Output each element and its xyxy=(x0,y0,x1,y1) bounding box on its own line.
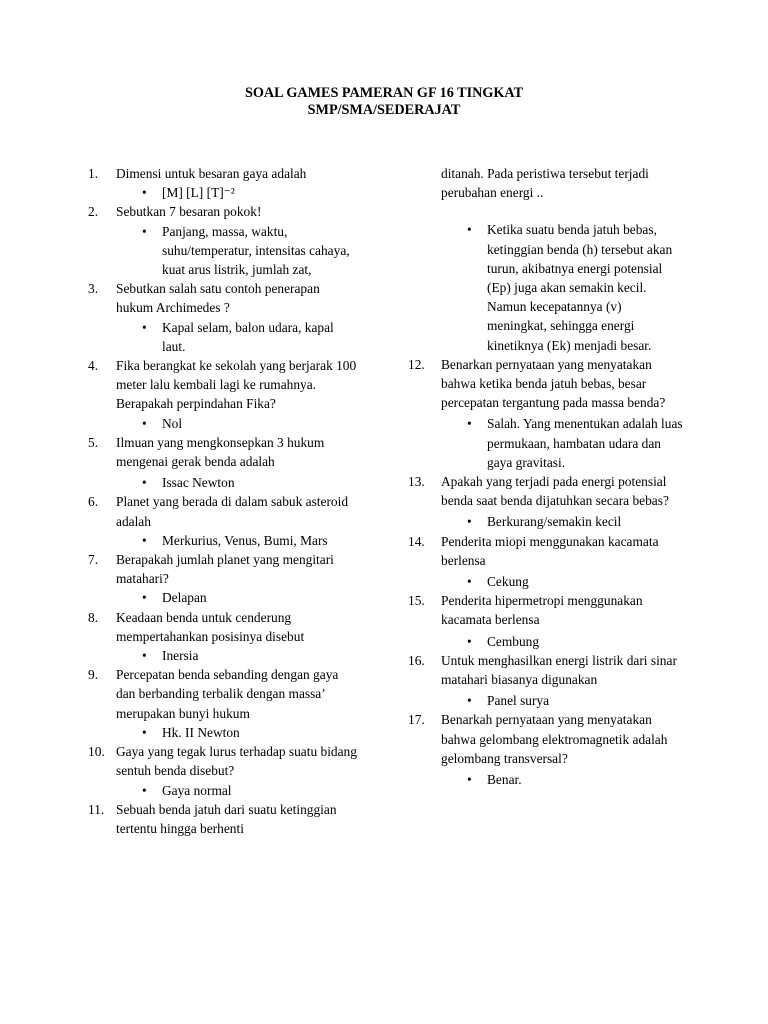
question-number: 2. xyxy=(88,204,99,220)
question-text: Untuk menghasilkan energi listrik dari sinar matahari biasanya digunakan xyxy=(441,652,677,688)
answer-text: Merkurius, Venus, Bumi, Mars xyxy=(162,532,328,548)
bullet-icon: • xyxy=(467,416,472,432)
bullet-icon: • xyxy=(467,574,472,590)
answer-text: Berkurang/semakin kecil xyxy=(487,514,622,530)
question-number: 13. xyxy=(408,474,425,490)
question-text: Penderita hipermetropi menggunakan kacamata berlensa xyxy=(441,593,643,628)
answer-3 xyxy=(88,318,358,356)
question-3 xyxy=(88,279,358,317)
answer-text: Kapal selam, balon udara, kapal laut. xyxy=(162,319,334,354)
answer-text: Cekung xyxy=(487,574,529,590)
answer-13 xyxy=(413,512,683,531)
question-2 xyxy=(88,202,358,221)
bullet-icon: • xyxy=(467,514,472,530)
answer-text: Inersia xyxy=(162,648,199,664)
question-7 xyxy=(88,550,358,588)
answer-text: Benar. xyxy=(487,772,522,788)
answer-text: Delapan xyxy=(162,590,207,606)
question-text: Percepatan benda sebanding dengan gaya dan berbanding terbalik dengan massa’ merupakan bunyi hukum xyxy=(116,667,339,721)
question-number: 11. xyxy=(88,801,105,817)
bullet-icon: • xyxy=(467,222,472,238)
answer-4 xyxy=(88,414,358,433)
question-number: 4. xyxy=(88,358,99,374)
bullet-icon: • xyxy=(142,590,147,606)
answer-14 xyxy=(413,572,683,591)
question-text: Sebutkan 7 besaran pokok! xyxy=(116,204,262,220)
bullet-icon: • xyxy=(142,532,147,548)
bullet-icon: • xyxy=(142,724,147,740)
answer-11 xyxy=(413,220,683,354)
bullet-icon: • xyxy=(142,648,147,664)
answer-text: Cembung xyxy=(487,633,540,649)
bullet-icon: • xyxy=(142,782,147,798)
question-number: 8. xyxy=(88,609,99,625)
answer-text: Salah. Yang menentukan adalah luas permukaan, hambatan udara dan gaya gravitasi. xyxy=(487,416,683,470)
answer-text: Nol xyxy=(162,415,183,431)
answer-5 xyxy=(88,473,358,492)
bullet-icon: • xyxy=(142,475,147,491)
question-16 xyxy=(408,651,683,689)
question-number: 7. xyxy=(88,552,99,568)
answer-text: [M] [L] [T]⁻² xyxy=(162,185,235,201)
question-text: Dimensi untuk besaran gaya adalah xyxy=(116,166,307,181)
question-5 xyxy=(88,433,358,471)
answer-8 xyxy=(88,646,358,665)
question-number: 16. xyxy=(408,652,425,668)
left-column xyxy=(88,164,358,838)
question-text: Apakah yang terjadi pada energi potensial benda saat benda dijatuhkan secara bebas? xyxy=(441,474,669,509)
answer-17 xyxy=(413,770,683,789)
question-text: Penderita miopi menggunakan kacamata berlensa xyxy=(441,533,659,568)
question-text: Benarkan pernyataan yang menyatakan bahwa ketika benda jatuh bebas, besar percepatan tergantung pada massa benda? xyxy=(441,356,666,411)
question-text: Ilmuan yang mengkonsepkan 3 hukum mengenai gerak benda adalah xyxy=(116,434,325,470)
question-number: 15. xyxy=(408,593,425,609)
document-title xyxy=(0,85,768,119)
question-text: Sebutkan salah satu contoh penerapan hukum Archimedes ? xyxy=(116,281,320,316)
bullet-icon: • xyxy=(142,415,147,431)
question-number: 3. xyxy=(88,281,99,297)
question-number: 17. xyxy=(408,712,425,728)
answer-text: Ketika suatu benda jatuh bebas, ketinggian benda (h) tersebut akan turun, akibatnya energi potensial (Ep) juga akan semakin kecil. Namun kecepatannya (v) meningkat, sehingga energi kinetiknya (Ek) menjadi besar. xyxy=(487,222,673,353)
question-13 xyxy=(408,472,683,510)
answer-9 xyxy=(88,723,358,742)
bullet-icon: • xyxy=(467,772,472,788)
question-11-continued: ditanah. Pada peristiwa tersebut terjadi perubahan energi .. xyxy=(441,166,649,201)
bullet-icon: • xyxy=(142,185,147,201)
question-number: 6. xyxy=(88,494,99,510)
answer-text: Issac Newton xyxy=(162,475,235,491)
answer-12 xyxy=(413,414,683,472)
question-text: Keadaan benda untuk cenderung mempertahankan posisinya disebut xyxy=(116,609,305,644)
question-4 xyxy=(88,356,358,414)
question-text: Planet yang berada di dalam sabuk asteroid adalah xyxy=(116,494,349,529)
answer-15 xyxy=(413,632,683,651)
answer-1 xyxy=(88,183,358,202)
answer-text: Panel surya xyxy=(487,693,550,709)
question-12 xyxy=(408,355,683,413)
title-line-2: SMP/SMA/SEDERAJAT xyxy=(307,102,461,118)
question-number: 1. xyxy=(88,166,99,181)
question-1 xyxy=(88,164,358,183)
answer-text: Gaya normal xyxy=(162,782,232,798)
answer-7 xyxy=(88,588,358,607)
question-10 xyxy=(88,742,358,780)
question-6 xyxy=(88,492,358,530)
question-text: Gaya yang tegak lurus terhadap suatu bidang sentuh benda disebut? xyxy=(116,744,357,779)
question-text: Fika berangkat ke sekolah yang berjarak 100 meter lalu kembali lagi ke rumahnya. Berapakah perpindahan Fika? xyxy=(116,358,357,412)
question-number: 5. xyxy=(88,434,99,450)
question-8 xyxy=(88,608,358,646)
question-number: 9. xyxy=(88,667,99,683)
question-number: 12. xyxy=(408,356,425,372)
bullet-icon: • xyxy=(467,693,472,709)
title-line-1: SOAL GAMES PAMERAN GF 16 TINGKAT xyxy=(244,85,524,101)
answer-text: Panjang, massa, waktu, suhu/temperatur, intensitas cahaya, kuat arus listrik, jumlah zat, xyxy=(162,223,350,278)
question-text: Sebuah benda jatuh dari suatu ketinggian tertentu hingga berhenti xyxy=(116,801,337,836)
question-number: 10. xyxy=(88,744,105,760)
question-15 xyxy=(408,591,683,629)
bullet-icon: • xyxy=(142,223,147,239)
question-17 xyxy=(408,710,683,768)
question-14 xyxy=(408,532,683,570)
question-11 xyxy=(88,800,358,838)
answer-2 xyxy=(88,222,358,280)
question-number: 14. xyxy=(408,533,425,549)
question-text: Benarkah pernyataan yang menyatakan bahwa gelombang elektromagnetik adalah gelombang transversal? xyxy=(441,712,668,766)
answer-16 xyxy=(413,691,683,710)
answer-6 xyxy=(88,531,358,550)
bullet-icon: • xyxy=(142,319,147,335)
answer-text: Hk. II Newton xyxy=(162,724,240,740)
bullet-icon: • xyxy=(467,633,472,649)
question-text: Berapakah jumlah planet yang mengitari matahari? xyxy=(116,552,334,587)
answer-10 xyxy=(88,781,358,800)
question-9 xyxy=(88,665,358,723)
right-column xyxy=(408,164,683,789)
